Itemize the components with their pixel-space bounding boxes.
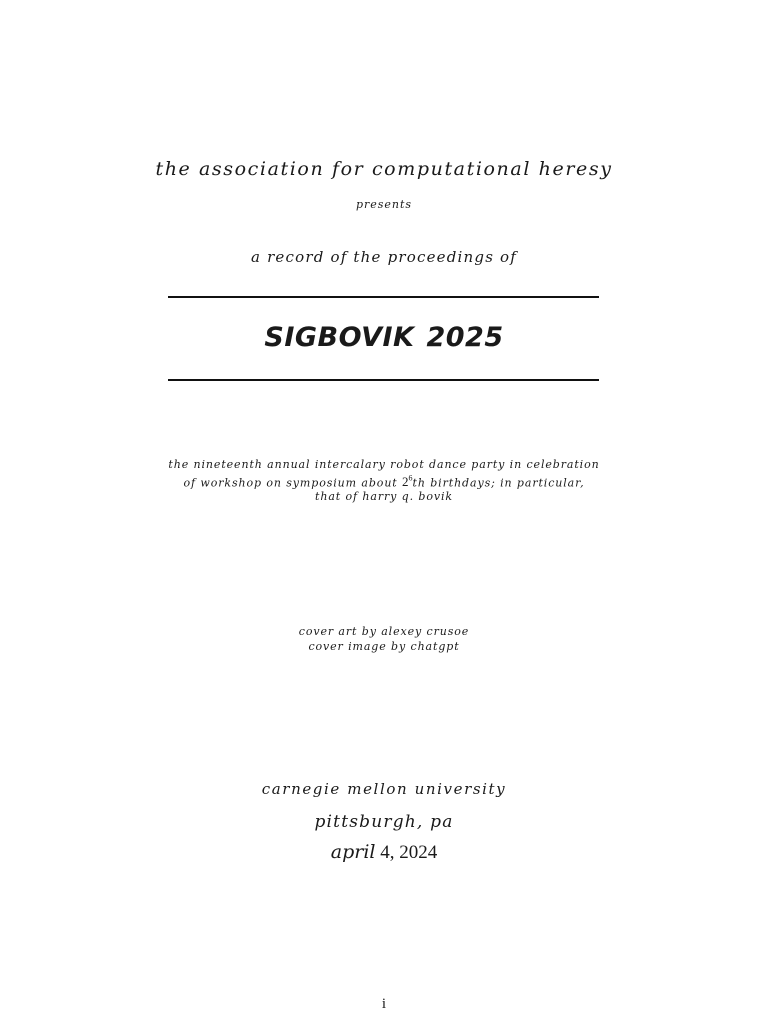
proceedings-title bbox=[0, 322, 768, 353]
cover-art-credit: cover art by alexey crusoe bbox=[298, 625, 470, 638]
event-date bbox=[0, 841, 768, 864]
cover-image-credit: cover image by chatgpt bbox=[308, 640, 460, 653]
subtitle-line-1: the nineteenth annual intercalary robot dance party in celebration bbox=[168, 458, 600, 471]
title-word-sigbovik: SIGBOVIK bbox=[264, 322, 415, 353]
page-number: i bbox=[381, 996, 387, 1012]
subtitle-line-2-post: th birthdays; in particular, bbox=[412, 476, 585, 490]
birthday-number bbox=[402, 474, 413, 489]
subtitle-line-2 bbox=[0, 474, 768, 490]
presents-line: presents bbox=[355, 198, 413, 211]
date-day-year: 4, 2024 bbox=[380, 842, 438, 863]
top-rule bbox=[168, 296, 599, 298]
record-line: a record of the proceedings of bbox=[250, 248, 518, 266]
birthday-exponent: 6 bbox=[408, 474, 413, 483]
bottom-rule bbox=[168, 379, 599, 381]
university-name: carnegie mellon university bbox=[261, 780, 507, 798]
subtitle-line-2-pre: of workshop on symposium about bbox=[183, 476, 398, 490]
city-name: pittsburgh, pa bbox=[314, 812, 454, 832]
birthday-base: 2 bbox=[402, 474, 409, 490]
subtitle-line-3: that of harry q. bovik bbox=[315, 490, 453, 503]
organization-line: the association for computational heresy bbox=[155, 158, 613, 180]
date-month: april bbox=[330, 841, 376, 863]
title-year: 2025 bbox=[426, 322, 504, 353]
